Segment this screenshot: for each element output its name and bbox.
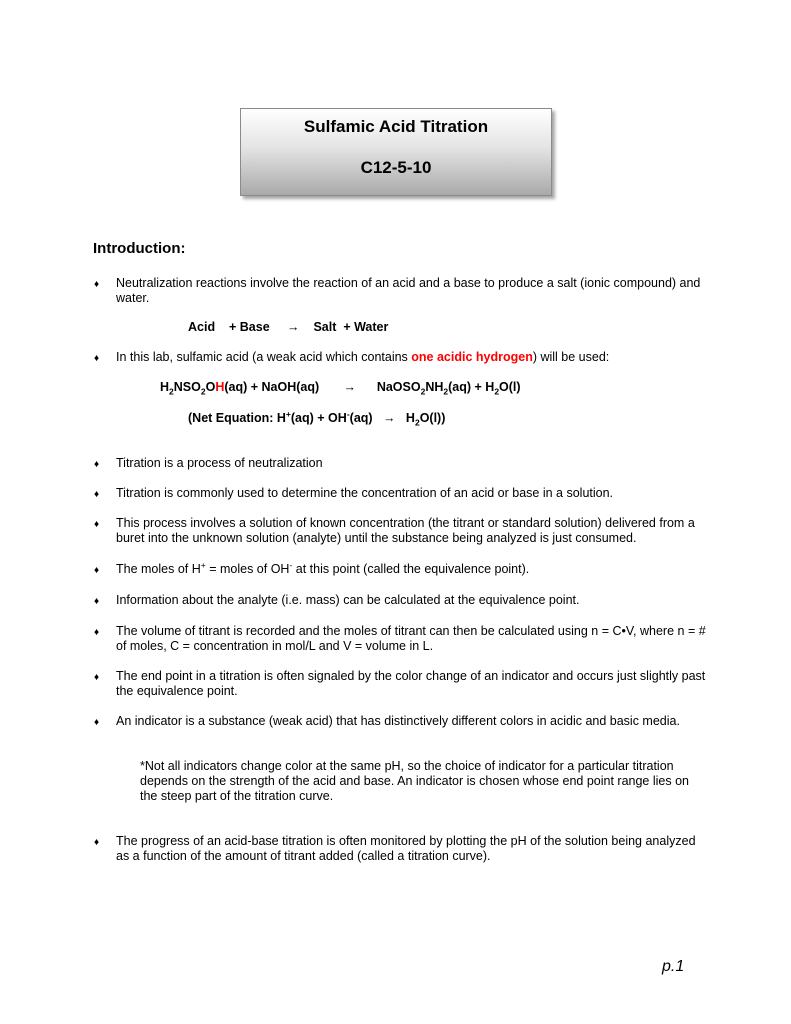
bullet-titration-curve: The progress of an acid-base titration is often monitored by plotting the pH of the solution being analyzed as a function of the amount of titrant added (called a titration curve). — [116, 834, 696, 863]
course-code: C12-5-10 — [360, 158, 432, 177]
bullet-icon: ♦ — [94, 489, 100, 500]
bullet-icon: ♦ — [94, 627, 100, 638]
section-heading: Introduction: — [93, 240, 186, 257]
page-number: p.1 — [662, 958, 685, 975]
bullet-volume: The volume of titrant is recorded and the moles of titrant can then be calculated using n = C•V, where n = # of moles, C = concentration in mol/L and V = volume in L. — [116, 624, 706, 653]
equation-sulfamic: $H_2NSO_2OH(aq)$ + NaOH(aq) → $NaOSO_2NH_2(aq) + H_2O(l)$ — [160, 380, 521, 397]
title-box — [240, 108, 552, 196]
bullet-titration-method: This process involves a solution of known concentration (the titrant or standard solution) delivered from a buret into the unknown solution (analyte) until the substance being analyzed is just consumed. — [116, 516, 695, 545]
arrow-icon: → — [287, 320, 300, 334]
bullet-icon: ♦ — [94, 837, 100, 848]
arrow-icon: → — [343, 380, 356, 394]
bullet-icon: ♦ — [94, 596, 100, 607]
bullet-icon: ♦ — [94, 672, 100, 683]
bullet-icon: ♦ — [94, 459, 100, 470]
bullet-moles: The moles of H+ = moles of OH- at this point (called the equivalence point). — [116, 559, 530, 576]
bullet-lab-acid: In this lab, sulfamic acid (a weak acid which contains one acidic hydrogen) will be used: — [116, 350, 610, 364]
document-title: Sulfamic Acid Titration — [303, 117, 489, 136]
bullet-icon: ♦ — [94, 279, 100, 290]
arrow-icon: → — [383, 411, 396, 425]
bullet-icon: ♦ — [94, 353, 100, 364]
bullet-neutralization: Neutralization reactions involve the reaction of an acid and a base to produce a salt (ionic compound) and water. — [116, 276, 701, 305]
bullet-icon: ♦ — [94, 519, 100, 530]
equation-acid-base: Acid + Base → Salt + Water — [188, 320, 389, 334]
bullet-end-point: The end point in a titration is often signaled by the color change of an indicator and occurs just slightly past the equivalence point. — [116, 669, 706, 698]
highlight-text: one acidic hydrogen — [411, 350, 533, 364]
bullet-icon: ♦ — [94, 565, 100, 576]
indicator-note: *Not all indicators change color at the same pH, so the choice of indicator for a particular titration depends on the strength of the acid and base. An indicator is chosen whose end point range lies on the steep part of the titration curve. — [140, 759, 689, 803]
bullet-icon: ♦ — [94, 717, 100, 728]
bullet-titration-process: Titration is a process of neutralization — [116, 456, 323, 470]
bullet-analyte: Information about the analyte (i.e. mass) can be calculated at the equivalence point. — [116, 593, 580, 607]
acidic-hydrogen: H — [215, 380, 225, 394]
equation-net: (Net Equation: H+(aq) + OH-(aq) → $H_2O(l)$) — [188, 408, 446, 428]
bullet-titration-use: Titration is commonly used to determine the concentration of an acid or base in a solution. — [116, 486, 614, 500]
bullet-indicator: An indicator is a substance (weak acid) that has distinctively different colors in acidic and basic media. — [116, 714, 680, 728]
